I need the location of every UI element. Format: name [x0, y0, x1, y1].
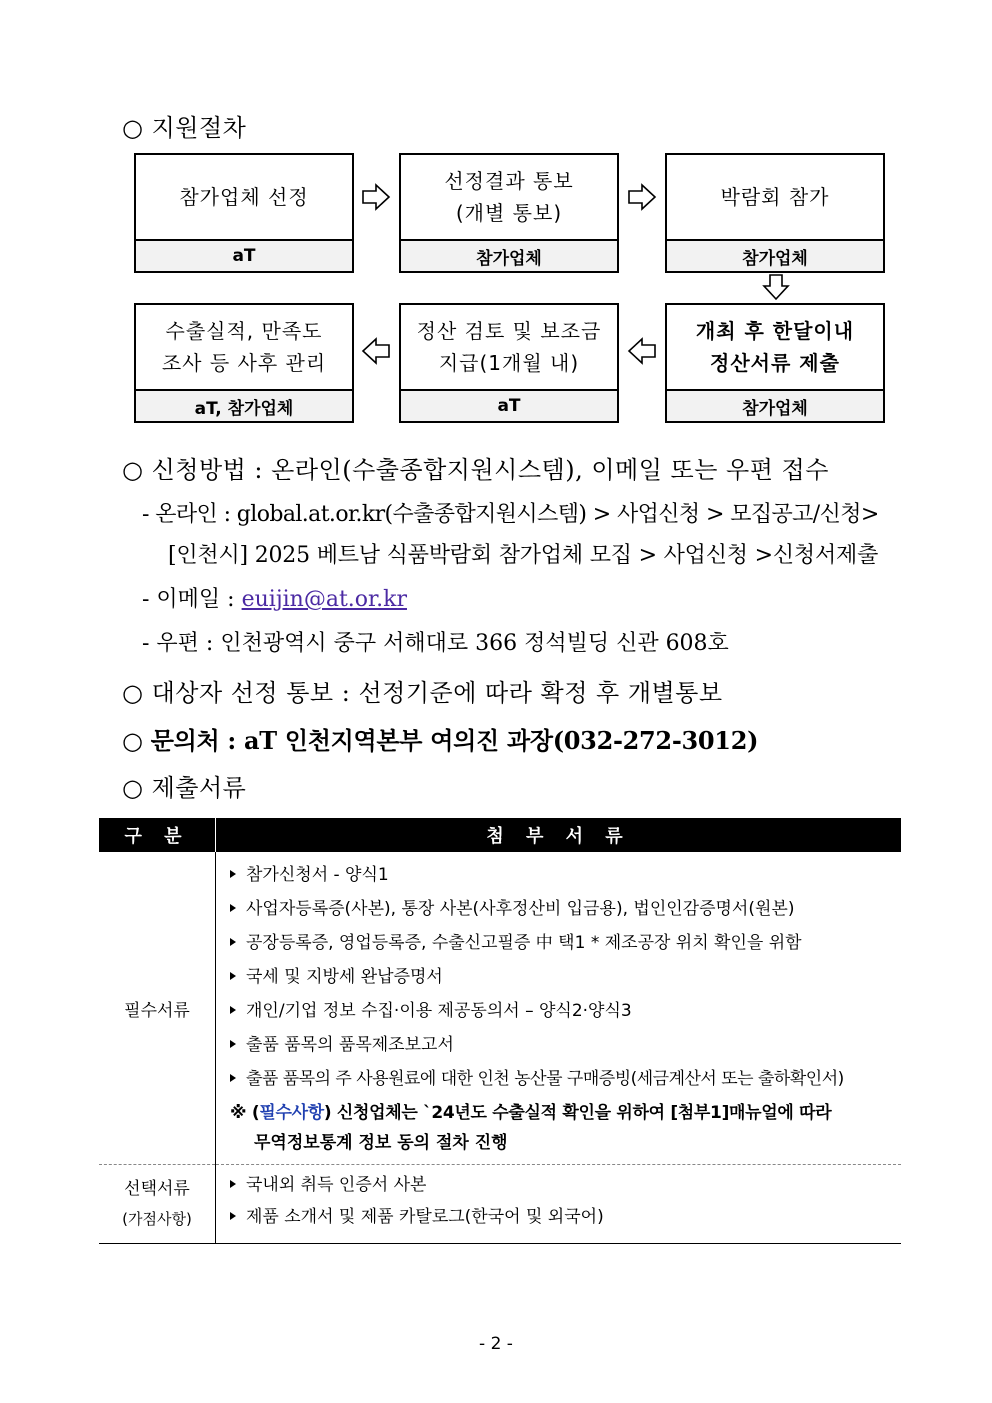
arrow-down-icon [761, 273, 791, 301]
step-4-owner: 참가업체 [667, 389, 883, 421]
email-label: - 이메일 : [142, 587, 242, 612]
table-row [99, 1165, 901, 1244]
arrow-right-icon [627, 182, 657, 212]
note-highlight: 필수사항 [259, 1103, 324, 1123]
step-1-owner: aT [136, 239, 352, 271]
list-item: 출품 품목의 품목제조보고서 [230, 1028, 893, 1062]
step-box-3 [665, 153, 885, 273]
bullet-triangle-icon [230, 1074, 236, 1082]
bullet-triangle-icon [230, 1040, 236, 1048]
step-box-6 [134, 303, 354, 423]
documents-heading: ○ 제출서류 [122, 774, 247, 802]
step-box-5 [399, 303, 619, 423]
bullet-triangle-icon [230, 1180, 236, 1188]
contact-line: ○ 문의처 : aT 인천지역본부 여의진 과장(032-272-3012) [122, 726, 759, 755]
online-path-line-1: - 온라인 : global.at.or.kr(수출종합지원시스템) > 사업신청 > 모집공고/신청> [142, 502, 879, 527]
arrow-left-icon [627, 336, 657, 366]
required-label: 필수서류 [99, 852, 216, 1165]
bullet-triangle-icon [230, 870, 236, 878]
optional-label: 선택서류 [124, 1179, 190, 1199]
step-4-label: 개최 후 한달이내 정산서류 제출 [695, 319, 855, 375]
step-6-label: 수출실적, 만족도 조사 등 사후 관리 [161, 319, 327, 375]
bullet-triangle-icon [230, 904, 236, 912]
bullet-triangle-icon [230, 972, 236, 980]
column-header-category: 구 분 [99, 818, 216, 852]
page-number: - 2 - [479, 1334, 513, 1354]
table-row [99, 852, 901, 1165]
application-heading: ○ 신청방법 : 온라인(수출종합지원시스템), 이메일 또는 우편 접수 [122, 456, 829, 484]
list-item: 국내외 취득 인증서 사본 [230, 1169, 893, 1201]
step-2-owner: 참가업체 [401, 239, 617, 271]
step-3-owner: 참가업체 [667, 239, 883, 271]
step-5-label: 정산 검토 및 보조금 지급(1개월 내) [416, 319, 602, 375]
step-1-label: 참가업체 선정 [179, 185, 309, 209]
required-note: ※ (필수사항) 신청업체는 `24년도 수출실적 확인을 위하여 [첨부1]매뉴얼에 따라 무역정보통계 정보 동의 절차 진행 [230, 1103, 832, 1153]
list-item: 국세 및 지방세 완납증명서 [230, 960, 893, 994]
list-item: 출품 품목의 주 사용원료에 대한 인천 농산물 구매증빙(세금계산서 또는 출하확인서) [230, 1062, 893, 1096]
post-line: - 우편 : 인천광역시 중구 서해대로 366 정석빌딩 신관 608호 [142, 631, 729, 656]
documents-table [99, 818, 901, 1244]
optional-sublabel: (가점사항) [122, 1210, 192, 1228]
step-6-owner: aT, 참가업체 [136, 389, 352, 421]
step-2-label: 선정결과 통보 (개별 통보) [444, 169, 574, 225]
list-item: 참가신청서 - 양식1 [230, 858, 893, 892]
online-path-line-2: [인천시] 2025 베트남 식품박람회 참가업체 모집 > 사업신청 >신청서제출 [168, 543, 879, 568]
step-5-owner: aT [401, 389, 617, 421]
procedure-heading: ○ 지원절차 [122, 114, 247, 142]
arrow-right-icon [361, 182, 391, 212]
selection-notice: ○ 대상자 선정 통보 : 선정기준에 따라 확정 후 개별통보 [122, 679, 723, 707]
list-item: 제품 소개서 및 제품 카탈로그(한국어 및 외국어) [230, 1201, 893, 1233]
list-item: 사업자등록증(사본), 통장 사본(사후정산비 입금용), 법인인감증명서(원본) [230, 892, 893, 926]
step-3-label: 박람회 참가 [720, 185, 830, 209]
step-box-1 [134, 153, 354, 273]
column-header-documents: 첨 부 서 류 [216, 818, 902, 852]
email-link[interactable]: euijin@at.or.kr [241, 587, 407, 612]
email-line [142, 582, 407, 613]
bullet-triangle-icon [230, 938, 236, 946]
list-item: 개인/기업 정보 수집·이용 제공동의서 – 양식2·양식3 [230, 994, 893, 1028]
bullet-triangle-icon [230, 1212, 236, 1220]
bullet-triangle-icon [230, 1006, 236, 1014]
step-box-2 [399, 153, 619, 273]
list-item: 공장등록증, 영업등록증, 수출신고필증 中 택1 * 제조공장 위치 확인을 위함 [230, 926, 893, 960]
arrow-left-icon [361, 336, 391, 366]
step-box-4 [665, 303, 885, 423]
